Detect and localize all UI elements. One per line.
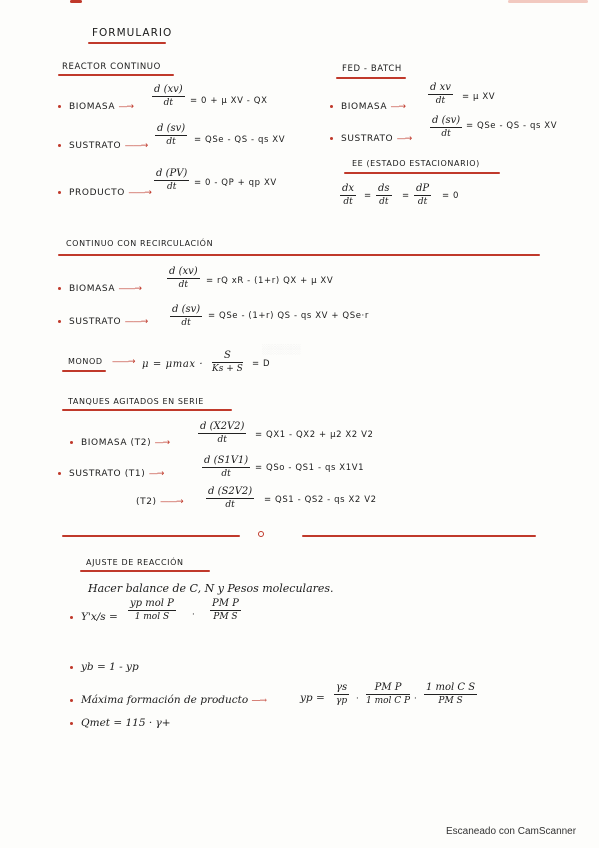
scan-ghost-text: ░░░░░░ bbox=[262, 344, 301, 354]
y-xs-lhs: Y'x/s = bbox=[81, 611, 118, 623]
rc-producto-fraction bbox=[154, 168, 189, 192]
fraction-denominator: dt bbox=[178, 280, 189, 290]
yp-lhs: yp = bbox=[300, 692, 325, 704]
arrow-icon: ——→ bbox=[124, 141, 148, 151]
ee-eq-sign: = bbox=[364, 191, 372, 201]
fraction-denominator: dt bbox=[343, 197, 353, 207]
fraction-denominator: dt bbox=[379, 197, 389, 207]
fraction-denominator: dt bbox=[225, 500, 235, 510]
fraction-numerator: S bbox=[223, 350, 231, 361]
bullet bbox=[330, 137, 333, 140]
bullet bbox=[70, 441, 73, 444]
yb-row bbox=[70, 655, 139, 674]
ts-sustrato-t2-label: (T2) bbox=[136, 497, 157, 507]
bullet bbox=[70, 722, 73, 725]
ts-sustrato-t2-row bbox=[136, 489, 183, 508]
bullet bbox=[70, 666, 73, 669]
bullet bbox=[58, 287, 61, 290]
fraction-numerator: d (sv) bbox=[157, 123, 186, 134]
fraction-numerator: yp mol P bbox=[130, 598, 174, 609]
fb-sustrato-row bbox=[330, 126, 411, 145]
ee-fraction-ds bbox=[376, 183, 392, 207]
bullet bbox=[58, 105, 61, 108]
multiply-dot: · bbox=[192, 610, 196, 620]
bullet bbox=[58, 191, 61, 194]
fraction-denominator: dt bbox=[441, 129, 451, 139]
scanner-watermark: Escaneado con CamScanner bbox=[446, 826, 577, 837]
fb-biomasa-rhs: = μ XV bbox=[462, 92, 496, 102]
rc-sustrato-row bbox=[58, 133, 147, 152]
ts-sustrato-t2-fraction bbox=[206, 486, 254, 510]
arrow-icon: —→ bbox=[396, 134, 412, 144]
fraction-numerator: d (sv) bbox=[172, 304, 201, 315]
ajuste-heading: AJUSTE DE REACCIÓN bbox=[86, 558, 184, 567]
max-label: Máxima formación de producto bbox=[81, 694, 249, 706]
fraction-denominator: dt bbox=[417, 197, 428, 207]
fb-sustrato-fraction bbox=[430, 115, 462, 139]
rc-biomasa-rhs: = 0 + μ XV - QX bbox=[190, 96, 268, 106]
monod-underline bbox=[62, 370, 106, 372]
bullet bbox=[58, 472, 61, 475]
ts-biomasa-label: BIOMASA (T2) bbox=[81, 438, 152, 448]
monod-lhs: μ = μmax · bbox=[142, 359, 204, 370]
arrow-icon: —→ bbox=[118, 102, 134, 112]
fraction-numerator: ds bbox=[378, 183, 390, 194]
arrow-icon: —→ bbox=[251, 696, 267, 706]
ts-sustrato-t1-rhs: = QSo - QS1 - qs X1V1 bbox=[255, 463, 365, 473]
arrow-icon: ——→ bbox=[112, 357, 135, 367]
fraction-numerator: d xv bbox=[430, 82, 451, 93]
y-xs-row bbox=[70, 605, 118, 624]
ts-sustrato-t2-rhs: = QS1 - QS2 - qs X2 V2 bbox=[264, 495, 377, 505]
fraction-numerator: d (S1V1) bbox=[204, 455, 249, 466]
ts-sustrato-t1-row bbox=[58, 461, 163, 480]
ee-fraction-dx bbox=[340, 183, 356, 207]
reactor-continuo-underline bbox=[58, 74, 174, 76]
ts-biomasa-row bbox=[70, 430, 169, 449]
scan-mark-left bbox=[70, 0, 82, 3]
ts-biomasa-rhs: = QX1 - QX2 + μ2 X2 V2 bbox=[255, 430, 374, 440]
rec-sustrato-rhs: = QSe - (1+r) QS - qs XV + QSe·r bbox=[208, 311, 369, 321]
page-title: FORMULARIO bbox=[92, 27, 173, 39]
monod-fraction bbox=[212, 350, 243, 374]
ajuste-underline bbox=[80, 570, 210, 572]
rc-biomasa-label: BIOMASA bbox=[69, 102, 116, 112]
rc-biomasa-fraction bbox=[152, 84, 185, 108]
arrow-icon: ——→ bbox=[124, 317, 148, 327]
fed-batch-heading: FED - BATCH bbox=[342, 64, 402, 74]
reactor-continuo-heading: REACTOR CONTINUO bbox=[62, 62, 161, 72]
fraction-denominator: dt bbox=[166, 182, 177, 192]
fraction-denominator: 1 mol S bbox=[134, 612, 170, 622]
recirculacion-divider bbox=[58, 254, 540, 256]
fb-sustrato-rhs: = QSe - QS - qs XV bbox=[466, 121, 558, 131]
fraction-denominator: dt bbox=[163, 98, 174, 108]
qmet-equation: Qmet = 115 · γ+ bbox=[81, 717, 171, 729]
rec-biomasa-rhs: = rQ xR - (1+r) QX + μ XV bbox=[206, 276, 334, 286]
fraction-denominator: dt bbox=[181, 318, 191, 328]
qmet-row bbox=[70, 711, 171, 730]
bullet bbox=[330, 105, 333, 108]
divider-circle bbox=[258, 531, 264, 537]
yp-fraction-2 bbox=[366, 682, 410, 706]
ts-sustrato-t1-fraction bbox=[202, 455, 250, 479]
fraction-denominator: dt bbox=[221, 469, 231, 479]
bullet bbox=[70, 616, 73, 619]
arrow-icon: —→ bbox=[390, 102, 406, 112]
fraction-numerator: PM P bbox=[212, 598, 239, 609]
rc-biomasa-row bbox=[58, 94, 133, 113]
ee-rhs: = 0 bbox=[442, 191, 460, 201]
rc-producto-row bbox=[58, 180, 151, 199]
arrow-icon: ——→ bbox=[118, 284, 142, 294]
fraction-denominator: 1 mol C P bbox=[366, 696, 411, 706]
rec-biomasa-label: BIOMASA bbox=[69, 284, 116, 294]
fraction-denominator: dt bbox=[217, 435, 227, 445]
fb-biomasa-label: BIOMASA bbox=[341, 102, 388, 112]
bullet bbox=[70, 699, 73, 702]
fraction-numerator: γs bbox=[336, 682, 348, 693]
ajuste-intro: Hacer balance de C, N y Pesos moleculares. bbox=[88, 582, 334, 595]
section-divider-left bbox=[62, 535, 240, 537]
arrow-icon: ——→ bbox=[128, 188, 151, 198]
ts-sustrato-t1-label: SUSTRATO (T1) bbox=[69, 469, 146, 479]
ee-underline bbox=[344, 172, 500, 174]
fraction-numerator: d (xv) bbox=[154, 84, 183, 95]
rec-sustrato-fraction bbox=[170, 304, 202, 328]
bullet bbox=[58, 144, 61, 147]
fraction-denominator: γp bbox=[335, 696, 348, 706]
recirculacion-heading: CONTINUO CON RECIRCULACIÓN bbox=[66, 239, 214, 248]
multiply-dot: · bbox=[356, 694, 360, 704]
yb-equation: yb = 1 - yp bbox=[81, 661, 139, 673]
tanques-heading: TANQUES AGITADOS EN SERIE bbox=[68, 397, 204, 406]
scan-mark-right bbox=[508, 0, 588, 3]
fraction-numerator: dP bbox=[416, 183, 430, 194]
rec-sustrato-label: SUSTRATO bbox=[69, 317, 122, 327]
section-divider-right bbox=[302, 535, 536, 537]
rc-sustrato-label: SUSTRATO bbox=[69, 141, 122, 151]
fraction-numerator: d (X2V2) bbox=[200, 421, 245, 432]
ts-biomasa-fraction bbox=[198, 421, 246, 445]
fb-biomasa-row bbox=[330, 94, 405, 113]
tanques-underline bbox=[62, 409, 232, 411]
yp-fraction-3 bbox=[424, 682, 477, 706]
y-xs-fraction-1 bbox=[128, 598, 176, 622]
arrow-icon: ——→ bbox=[160, 497, 183, 507]
fraction-denominator: PM S bbox=[438, 696, 463, 706]
bullet bbox=[58, 320, 61, 323]
fraction-numerator: d (S2V2) bbox=[208, 486, 253, 497]
fraction-denominator: dt bbox=[435, 96, 446, 106]
ee-fraction-dp bbox=[414, 183, 431, 207]
fraction-numerator: PM P bbox=[374, 682, 402, 693]
monod-label: MONOD bbox=[68, 357, 103, 366]
title-underline bbox=[88, 42, 166, 44]
rec-biomasa-fraction bbox=[167, 266, 200, 290]
rc-sustrato-fraction bbox=[155, 123, 187, 147]
y-xs-fraction-2 bbox=[210, 598, 241, 622]
fraction-numerator: d (sv) bbox=[432, 115, 461, 126]
rec-biomasa-row bbox=[58, 276, 141, 295]
rc-sustrato-rhs: = QSe - QS - qs XV bbox=[194, 135, 286, 145]
fraction-numerator: d (xv) bbox=[169, 266, 198, 277]
ee-eq-sign: = bbox=[402, 191, 410, 201]
fraction-denominator: Ks + S bbox=[212, 364, 243, 374]
yp-fraction-1 bbox=[334, 682, 349, 706]
fraction-numerator: 1 mol C S bbox=[426, 682, 476, 693]
rc-producto-rhs: = 0 - QP + qp XV bbox=[194, 178, 277, 188]
fb-biomasa-fraction bbox=[428, 82, 453, 106]
fraction-denominator: PM S bbox=[213, 612, 238, 622]
arrow-icon: —→ bbox=[154, 438, 170, 448]
fb-sustrato-label: SUSTRATO bbox=[341, 134, 394, 144]
arrow-icon: —→ bbox=[148, 469, 164, 479]
multiply-dot: · bbox=[414, 694, 418, 704]
rec-sustrato-row bbox=[58, 309, 147, 328]
fraction-numerator: dx bbox=[342, 183, 355, 194]
max-row bbox=[70, 688, 266, 707]
fed-batch-underline bbox=[336, 77, 406, 79]
ee-heading: EE (ESTADO ESTACIONARIO) bbox=[352, 159, 480, 168]
fraction-denominator: dt bbox=[166, 137, 176, 147]
monod-rhs: = D bbox=[252, 359, 271, 369]
fraction-numerator: d (PV) bbox=[156, 168, 188, 179]
rc-producto-label: PRODUCTO bbox=[69, 188, 125, 198]
